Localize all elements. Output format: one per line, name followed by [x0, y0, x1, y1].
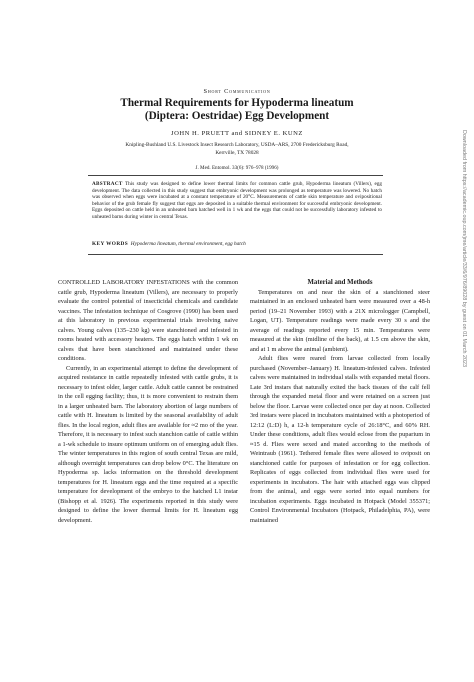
- keywords: [92, 241, 382, 247]
- intro-paragraph-2: Currently, in an experimental attempt to define the development of acquired resistance in cattle repeatedly infested with cattle grubs, it is necessary to infest older, larger cattle. Adult cattle cannot be restrained in the cell egging facility; thus, it is more convenient to restrain them in a larger unheated barn. The laboratory abortion of large numbers of cattle with H. lineatum is limited by the seasonal availability of adult flies. In the local region, adult flies are available for ≈2 mo of the year. Therefore, it is necessary to infest such stanchion cattle of cattle within a 1-wk schedule to insure optimum uniform on of emerging adult flies. The winter temperatures in this region of south central Texas are mild, although overnight temperatures can drop below 0°C. The literature on Hypoderma sp. lacks information on the threshold development temperatures for H. lineatum eggs and the time required at a specific temperature for development of the embryo to the hatched L1 instar (Bishopp et al. 1926). The experiments reported in this study were designed to define the lower thermal limits for H. lineatum egg development.: [58, 364, 238, 524]
- intro-paragraph-1: CONTROLLED LABORATORY INFESTATIONS with the common cattle grub, Hypoderma lineatum (Villers), are necessary to properly evaluate the control potential of insecticidal chemicals and candidate vaccines. The infestation technique of Cosgrove (1990) has been used at this laboratory in previous experimental trials involving naive calves. Young calves (135–230 kg) were stanchioned and infested in rooms heated with accessory heaters. The eggs hatch within 1 wk on calves that have been stanchioned and maintained under these conditions.: [58, 279, 238, 362]
- article-title: [0, 97, 474, 123]
- abstract-bottom-rule: [88, 254, 383, 255]
- abstract-top-rule: [88, 175, 383, 176]
- abstract-label: ABSTRACT: [92, 181, 123, 187]
- abstract: [92, 181, 382, 220]
- download-watermark-text: Downloaded from https://academic.oup.com/jme/article/33/6/976/89028 by guest on 01 March 2023: [461, 130, 467, 368]
- left-column: [58, 278, 238, 525]
- methods-paragraph-2: Adult flies were reared from larvae collected from locally purchased (November–January) H. lineatum-infested calves. Infested calves were maintained in individual stalls with expanded metal floors. Late 3rd instars that naturally exited the back tissues of the calf fell through the expanded metal floor and were retained on a screen just below the floor. Larvae were collected once per day at noon. Collected 3rd instars were placed in incubators maintained with a photoperiod of 12:12 (L:D) h, a 12-h temperature cycle of 26:18°C, and 60% RH. Under these conditions, adult flies would eclose from the puparium in ≈15 d. Flies were sexed and mated according to the methods of Weintraub (1961). Tethered female flies were allowed to oviposit on stanchioned cattle for purposes of infestation or for egg collection. Replicates of eggs collected from individual flies were used for experiments in incubators. The hair with attached eggs was clipped from the animal, and eggs were sorted into equal numbers for incubation experiments. Eggs incubated in Hotpack (Model 355371; Control Environmental Incubators (Hotpack, Philadelphia, PA), were maintained: [250, 355, 430, 524]
- section-label: Short Communication: [203, 88, 271, 95]
- journal-citation: J. Med. Entomol. 33(6): 976–978 (1996): [195, 165, 279, 171]
- methods-heading: Material and Methods: [307, 279, 373, 286]
- right-column: [250, 278, 430, 525]
- affiliation: [0, 141, 474, 157]
- abstract-text: This study was designed to define lower thermal limits for common cattle grub, Hypoderma lineatum (Villers), egg development. The data collected in this study suggest that embryonic development was prolonged as temperature was lowered. No hatch was observed when eggs were incubated at a constant temperature of 20°C. Measurements of cattle skin temperature and ovipositional behavior of the grub female fly suggest that eggs are deposited in a suitable thermal environment for successful embryonic development. Eggs deposited on cattle held in an unheated barn hatched well in 1 wk and the eggs that could not be successfully laboratory infested to unheated barns during winter in central Texas.: [92, 181, 382, 220]
- authors: JOHN H. PRUETT and SIDNEY E. KUNZ: [171, 130, 303, 137]
- title-line-1: Thermal Requirements for Hypoderma lineatum: [120, 97, 354, 109]
- title-line-2: (Diptera: Oestridae) Egg Development: [144, 110, 330, 122]
- keywords-label: KEY WORDS: [92, 241, 129, 247]
- methods-paragraph-1: Temperatures on and near the skin of a stanchioned steer maintained in an enclosed unheated barn were measured over a 48-h period (19–21 November 1993) with a 21X micrologger (Campbell, Logan, UT). Temperature readings were made every 30 s and the average of readings reported every 15 min. Temperatures were measured at the skin (midline of the back), at 1.5 cm above the skin, and at 1 m above the animal (ambient).: [250, 288, 430, 353]
- affiliation-line-2: Kerrville, TX 78028: [215, 150, 259, 156]
- download-watermark: [459, 130, 469, 560]
- affiliation-line-1: Knipling-Bushland U.S. Livestock Insect Research Laboratory, USDA–ARS, 2700 Fredericksburg Road,: [125, 142, 349, 148]
- keywords-text: Hypoderma lineatum, thermal environment, egg hatch: [130, 241, 246, 247]
